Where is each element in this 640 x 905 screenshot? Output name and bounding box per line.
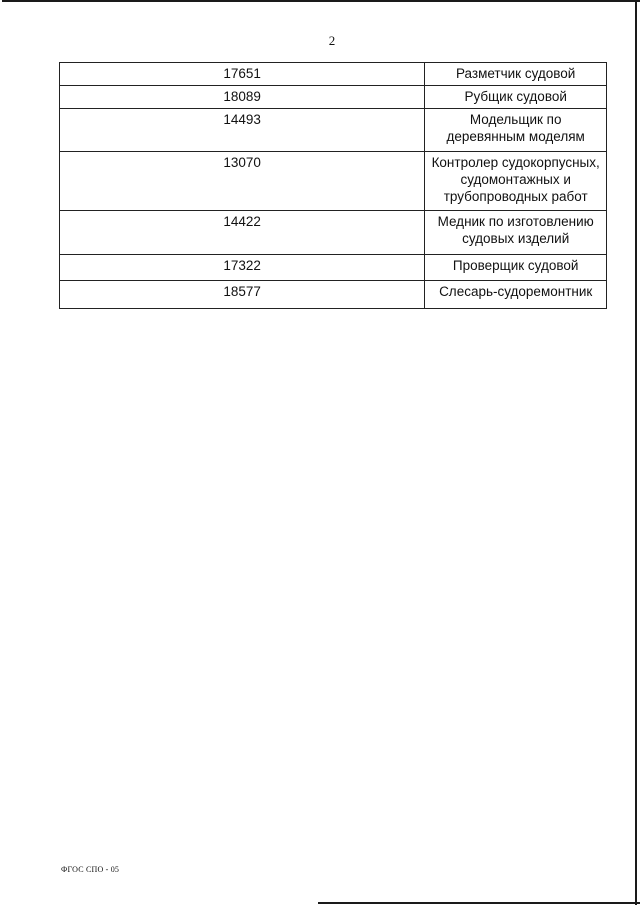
professions-table (59, 62, 607, 309)
profession-name: Медник по изготовлению судовых изделий (425, 211, 607, 255)
profession-code: 13070 (60, 152, 425, 211)
profession-name: Рубщик судовой (425, 86, 607, 109)
table-row (60, 63, 607, 86)
table-row (60, 109, 607, 152)
profession-code: 17322 (60, 255, 425, 281)
scan-edge-top (2, 0, 640, 2)
page-number: 2 (328, 33, 336, 48)
profession-code: 18089 (60, 86, 425, 109)
profession-name: Проверщик судовой (425, 255, 607, 281)
profession-code: 14422 (60, 211, 425, 255)
table-row (60, 281, 607, 309)
scan-edge-right (635, 0, 637, 905)
scan-edge-bottom (318, 902, 640, 904)
table-row (60, 211, 607, 255)
profession-name: Модельщик по деревянным моделям (425, 109, 607, 152)
profession-code: 18577 (60, 281, 425, 309)
table-row (60, 152, 607, 211)
profession-name: Слесарь-судоремонтник (425, 281, 607, 309)
profession-name: Разметчик судовой (425, 63, 607, 86)
profession-name: Контролер судокорпусных, судомонтажных и трубопроводных работ (425, 152, 607, 211)
profession-code: 14493 (60, 109, 425, 152)
footer-document-code: ФГОС СПО - 05 (61, 865, 120, 874)
table-row (60, 86, 607, 109)
table-row (60, 255, 607, 281)
profession-code: 17651 (60, 63, 425, 86)
